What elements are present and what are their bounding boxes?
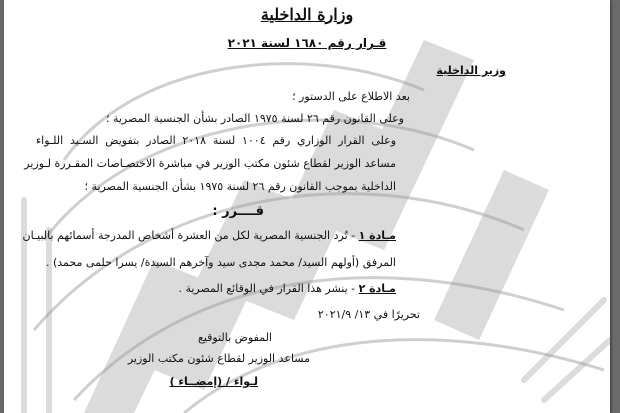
issuer-heading: وزير الداخلية <box>436 64 506 77</box>
signatory-position: مساعد الوزير لقطاع شئون مكتب الوزير <box>127 352 310 365</box>
article-1-heading: مـادة ١ <box>358 229 396 242</box>
preamble-line-3: وعلى القرار الوزاري رقم ١٠٠٤ لسنة ٢٠١٨ الصادر بتفويض السـيد اللـواء <box>36 134 396 147</box>
article-2-heading: مـادة ٢ <box>358 282 396 295</box>
article-2-text: - ينشر هذا القرار في الوقائع المصرية . <box>178 282 359 295</box>
preamble-line-2: وعلى القانون رقم ٢٦ لسنة ١٩٧٥ الصادر بشأن الجنسية المصرية ؛ <box>105 112 404 125</box>
article-1-line-1 <box>22 229 396 243</box>
date-line: تحريرًا في ١٣/ ٢٠٢١/٩ <box>317 308 420 321</box>
article-1-text: - تُرد الجنسية المصرية لكل من العشرة أشخاص المدرجة أسمائهم بالبيـان <box>22 229 359 242</box>
preamble-line-5: الداخلية بموجب القانون رقم ٢٦ لسنة ١٩٧٥ بشأن الجنسية المصرية ؛ <box>84 180 396 193</box>
article-2-line <box>178 282 396 296</box>
preamble-line-1: بعد الاطلاع على الدستور ؛ <box>292 90 410 103</box>
preamble-line-4: مساعد الوزير لقطاع شئون مكتب الوزير في مباشرة الاختصـاصات المقـررة لـوزير <box>24 157 396 170</box>
decree-number: قـرار رقم ١٦٨٠ لسنة ٢٠٢١ <box>227 36 387 50</box>
signatory-rank: لـواء / (إمضــاء ) <box>169 375 258 388</box>
ministry-title: وزارة الداخلية <box>260 5 354 24</box>
document-page <box>4 0 610 413</box>
delegate-label: المفوض بالتوقيع <box>197 331 272 344</box>
article-1-line-2: المرفق (أولهم السيد/ محمد مجدى سيد وآخرهم السيدة/ يسرا حلمى محمد) . <box>46 256 396 269</box>
decides-label: قــــرر : <box>212 204 264 219</box>
